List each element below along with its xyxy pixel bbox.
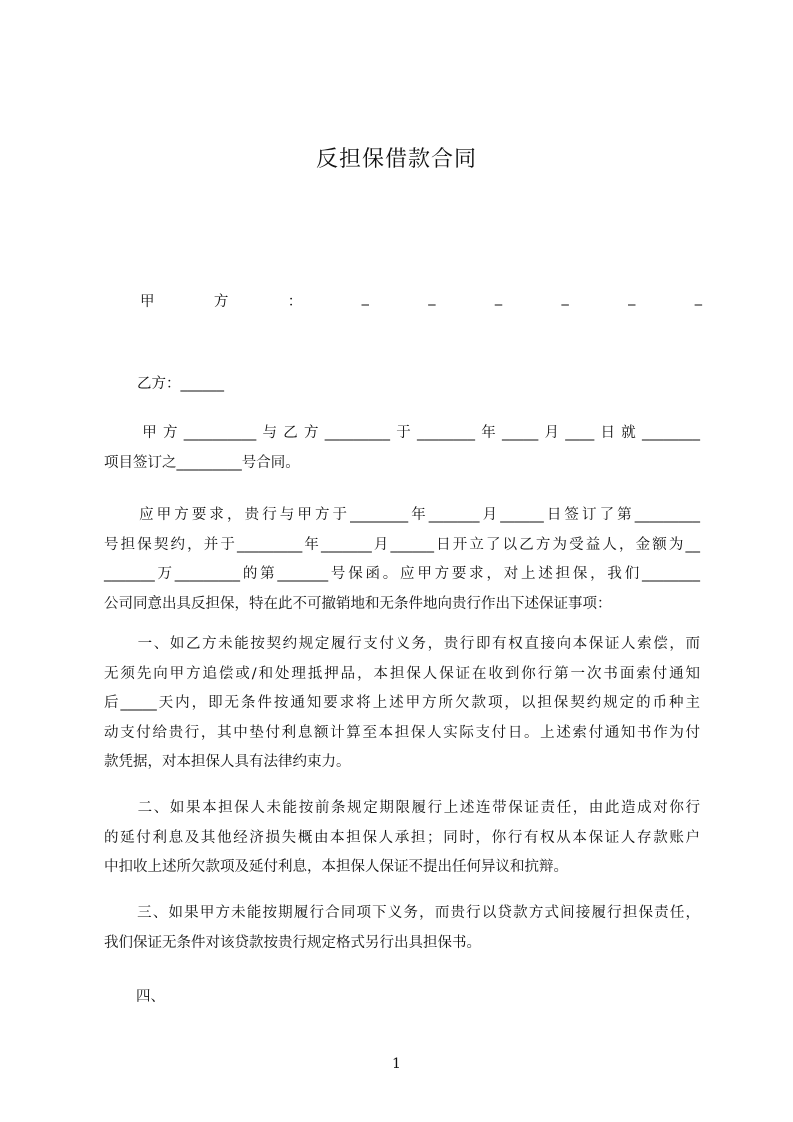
party-a-char: 方 xyxy=(213,294,229,310)
party-a-blank: _ xyxy=(628,290,636,306)
request-paragraph xyxy=(104,501,700,619)
paragraph-line: 我们保证无条件对该贷款按贵行规定格式另行出具担保书。 xyxy=(104,934,481,951)
clause-2-paragraph xyxy=(104,794,700,883)
paragraph-line: 二、如果本担保人未能按前条规定期限履行上述连带保证责任，由此造成对你行 xyxy=(136,800,700,816)
party-a-blank: _ xyxy=(494,290,503,306)
paragraph-line: _______万_________的第_______号保函。应甲方要求，对上述担保，我们________ xyxy=(104,566,700,582)
party-a-line xyxy=(140,290,702,311)
party-b-line: 乙方：______ xyxy=(137,376,224,392)
paragraph-line: 号担保契约，并于_________年_______月______日开立了以乙方为受益人，金额为__ xyxy=(104,536,700,553)
party-a-char: 甲 xyxy=(140,294,155,310)
paragraph-line: 的延付利息及其他经济损失概由本担保人承担；同时，你行有权从本保证人存款账户 xyxy=(104,829,700,846)
paragraph-line: 动支付给贵行，其中垫付利息额计算至本担保人实际支付日。上述索付通知书作为付 xyxy=(104,724,700,741)
paragraph-line: 应甲方要求，贵行与甲方于________年_______月______日签订了第_________ xyxy=(136,507,700,523)
clause-1-paragraph xyxy=(104,630,700,778)
paragraph-line: 款凭据，对本担保人具有法律约束力。 xyxy=(104,754,351,770)
paragraph-line: 三、如果甲方未能按期履行合同项下义务，而贵行以贷款方式间接履行担保责任， xyxy=(136,905,700,921)
paragraph-line: 后_____天内，即无条件按通知要求将上述甲方所欠款项，以担保契约规定的币种主 xyxy=(104,695,700,711)
paragraph-line: 公司同意出具反担保，特在此不可撤销地和无条件地向贵行作出下述保证事项： xyxy=(104,595,612,612)
party-a-blank: _ xyxy=(561,290,569,306)
intro-paragraph xyxy=(104,419,700,478)
paragraph-line: 一、如乙方未能按契约规定履行支付义务，贵行即有权直接向本保证人索偿，而 xyxy=(136,636,700,652)
party-a-blank: _ xyxy=(361,290,369,306)
document-title: 反担保借款合同 xyxy=(315,147,477,172)
party-a-colon: ： xyxy=(287,294,303,310)
clause-4-heading: 四、 xyxy=(136,989,165,1005)
party-a-blank: _ xyxy=(694,290,702,306)
paragraph-line: 甲方__________与乙方_________于________年_____月____日就________ xyxy=(136,425,700,441)
paragraph-line: 无须先向甲方追偿或/和处理抵押品，本担保人保证在收到你行第一次书面索付通知 xyxy=(104,665,700,682)
clause-3-paragraph xyxy=(104,899,700,958)
party-a-blank: _ xyxy=(428,290,436,306)
paragraph-line: 项目签订之_________号合同。 xyxy=(104,454,300,471)
page-number: 1 xyxy=(392,1056,401,1072)
paragraph-line: 中扣收上述所欠款项及延付利息，本担保人保证不提出任何异议和抗辩。 xyxy=(104,859,568,875)
